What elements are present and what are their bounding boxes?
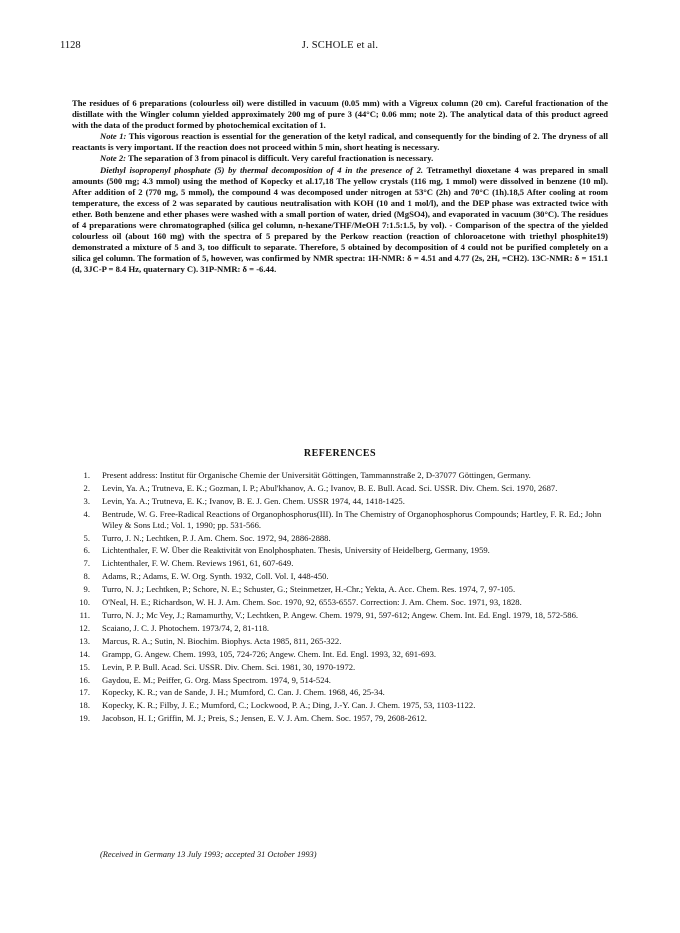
note-2-label: Note 2: (100, 153, 127, 164)
reference-text: Turro, J. N.; Lechtken, P. J. Am. Chem. Soc. 1972, 94, 2886-2888. (102, 532, 331, 543)
reference-number: 4. (83, 508, 90, 519)
reference-item (72, 636, 608, 647)
reference-number: 7. (83, 558, 90, 569)
running-head: J. SCHOLE et al. (301, 40, 379, 51)
reference-number: 11. (79, 609, 90, 620)
reference-text: Lichtenthaler, F. W. Über die Reaktivität von Enolphosphaten. Thesis, University of Heidelberg, Germany, 1959. (102, 545, 490, 556)
reference-number: 19. (79, 713, 90, 724)
reference-item (72, 623, 608, 634)
reference-text: Turro, N. J.; Lechtken, P.; Schore, N. E.; Schuster, G.; Steinmetzer, H.-Chr.; Yekta, A. Acc. Chem. Res. 1974, 7, 97-105. (102, 584, 516, 595)
reference-item (72, 597, 608, 608)
section-heading: Diethyl isopropenyl phosphate (5) by thermal decomposition of 4 in the presence of 2. (100, 164, 424, 175)
references-title: REFERENCES (303, 448, 377, 459)
paragraph-residues: The residues of 6 preparations (colourless oil) were distilled in vacuum (0.05 mm) with a Vigreux column (20 cm). Careful fractionation of the distillate with the Wingler column yielded approximately 200 mg of pure 3 (44°C; 0.06 mm; note 2). The analytical data of this product agreed with the data of the product formed by photochemical excitation of 1. (72, 98, 608, 131)
reference-text: Marcus, R. A.; Sutin, N. Biochim. Biophys. Acta 1985, 811, 265-322. (102, 635, 342, 646)
reference-item (72, 533, 608, 544)
reference-item (72, 545, 608, 556)
reference-item (72, 700, 608, 711)
note-1 (72, 131, 608, 153)
reference-text: Gaydou, E. M.; Peiffer, G. Org. Mass Spectrom. 1974, 9, 514-524. (102, 674, 331, 685)
reference-item (72, 610, 608, 621)
reference-item (72, 713, 608, 724)
reference-text: Present address: Institut für Organische Chemie der Universität Göttingen, Tammannstraße 2, D-37077 Göttingen, Germany. (102, 470, 531, 480)
reference-text: Adams, R.; Adams, E. W. Org. Synth. 1932, Coll. Vol. I, 448-450. (102, 571, 329, 582)
reference-item (72, 571, 608, 582)
reference-number: 12. (79, 622, 90, 633)
reference-item (72, 496, 608, 507)
body-text (72, 98, 608, 276)
reference-text: Kopecky, K. R.; van de Sande, J. H.; Mumford, C. Can. J. Chem. 1968, 46, 25-34. (102, 687, 385, 698)
reference-number: 15. (79, 661, 90, 672)
reference-text: Levin, P. P. Bull. Acad. Sci. USSR. Div. Chem. Sci. 1981, 30, 1970-1972. (102, 661, 356, 672)
reference-number: 3. (83, 495, 90, 506)
reference-number: 10. (79, 597, 90, 608)
reference-number: 17. (79, 687, 90, 698)
reference-text: Lichtenthaler, F. W. Chem. Reviews 1961, 61, 607-649. (102, 558, 294, 569)
reference-item (72, 687, 608, 698)
reference-text: Grampp, G. Angew. Chem. 1993, 105, 724-726; Angew. Chem. Int. Ed. Engl. 1993, 32, 691-693. (102, 648, 437, 659)
references-list (72, 470, 608, 726)
reference-number: 14. (79, 648, 90, 659)
page-number: 1128 (60, 40, 81, 51)
reference-item (72, 483, 608, 494)
reference-text: O'Neal, H. E.; Richardson, W. H. J. Am. Chem. Soc. 1970, 92, 6553-6557. Correction: J. Am. Chem. Soc. 1971, 93, 1828. (102, 597, 522, 608)
reference-item (72, 584, 608, 595)
reference-item (72, 509, 608, 531)
reference-text: Bentrude, W. G. Free-Radical Reactions of Organophosphorus(III). In The Chemistry of Organophosphorus Compounds; Hartley, F. R. Ed.; John Wiley & Sons Ltd.; Vol. 1, 1990; pp. 531-566. (102, 508, 602, 530)
reference-number: 5. (83, 532, 90, 543)
reference-number: 1. (83, 470, 90, 480)
note-2 (72, 153, 608, 164)
reference-number: 6. (83, 545, 90, 556)
reference-item (72, 662, 608, 673)
reference-number: 8. (83, 571, 90, 582)
reference-number: 18. (79, 700, 90, 711)
note-1-text: This vigorous reaction is essential for the generation of the ketyl radical, and consequently for the binding of 2. The dryness of all reactants is very important. If the reaction does not proceed within 5 min, short heating is necessary. (72, 131, 609, 153)
note-2-text: The separation of 3 from pinacol is difficult. Very careful fractionation is necessary. (126, 153, 434, 164)
paragraph-diethyl (72, 165, 608, 276)
reference-number: 9. (83, 584, 90, 595)
note-1-label: Note 1: (100, 131, 127, 142)
reference-text: Kopecky, K. R.; Filby, J. E.; Mumford, C.; Lockwood, P. A.; Ding, J.-Y. Can. J. Chem. 1975, 53, 1103-1122. (102, 700, 476, 711)
reference-text: Levin, Ya. A.; Trutneva, E. K.; Gozman, I. P.; Abul'khanov, A. G.; Ivanov, B. E. Bull. Acad. Sci. USSR. Div. Chem. Sci. 1970, 2687. (102, 482, 558, 493)
reference-text: Levin, Ya. A.; Trutneva, E. K.; Ivanov, B. E. J. Gen. Chem. USSR 1974, 44, 1418-1425. (102, 495, 405, 506)
received-note: (Received in Germany 13 July 1993; accepted 31 October 1993) (100, 850, 317, 859)
reference-text: Scaiano, J. C. J. Photochem. 1973/74, 2, 81-118. (102, 622, 270, 633)
reference-item (72, 675, 608, 686)
reference-number: 2. (83, 482, 90, 493)
reference-item (72, 470, 608, 481)
reference-item (72, 649, 608, 660)
paragraph-diethyl-text: Tetramethyl dioxetane 4 was prepared in small amounts (500 mg; 4.3 mmol) using the method of Kopecky et al.17,18 The yellow crystals (116 mg, 1 mmol) were dissolved in benzene (10 ml). After addition of 2 (770 mg, 5 mmol), the compound 4 was decomposed under nitrogen at 53°C (2h) and 70°C (1h).18,5 After cooling at room temperature, the excess of 2 was separated by cautious neutralisation with KOH (10 and 1 mol/l), and the DEP phase was extracted twice with ether. Both benzene and ether phases were washed with a small portion of water, dried (MgSO4), and evaporated in vacuum (30°C). The residues of 4 preparations were chromatographed (silica gel column, n-hexane/THF/MeOH 7:1.5:1.5, by vol). - Comparison of the spectra of the yielded colourless oil (about 160 mg) with the spectra of 5 prepared by the Perkow reaction (reaction of chloroacetone with triethyl phosphite19) demonstrated a mixture of 5 and 3, too difficult to separate. Therefore, 5 obtained by decomposition of 4 could not be purified completely on a silica gel column. The formation of 5, however, was confirmed by NMR spectra: 1H-NMR: δ = 4.51 and 4.77 (2s, 2H, =CH2). 13C-NMR: δ = 151.1 (d, 3JC-P = 8.4 Hz, quaternary C). 31P-NMR: δ = -6.44. (72, 164, 608, 275)
reference-text: Jacobson, H. I.; Griffin, M. J.; Preis, S.; Jensen, E. V. J. Am. Chem. Soc. 1957, 79, 2608-2612. (102, 713, 427, 724)
reference-number: 13. (79, 635, 90, 646)
page-header (60, 40, 620, 56)
reference-number: 16. (79, 674, 90, 685)
reference-item (72, 558, 608, 569)
reference-text: Turro, N. J.; Mc Vey, J.; Ramamurthy, V.; Lechtken, P. Angew. Chem. 1979, 91, 597-612; Angew. Chem. Int. Ed. Engl. 1979, 18, 572-586. (102, 609, 579, 620)
